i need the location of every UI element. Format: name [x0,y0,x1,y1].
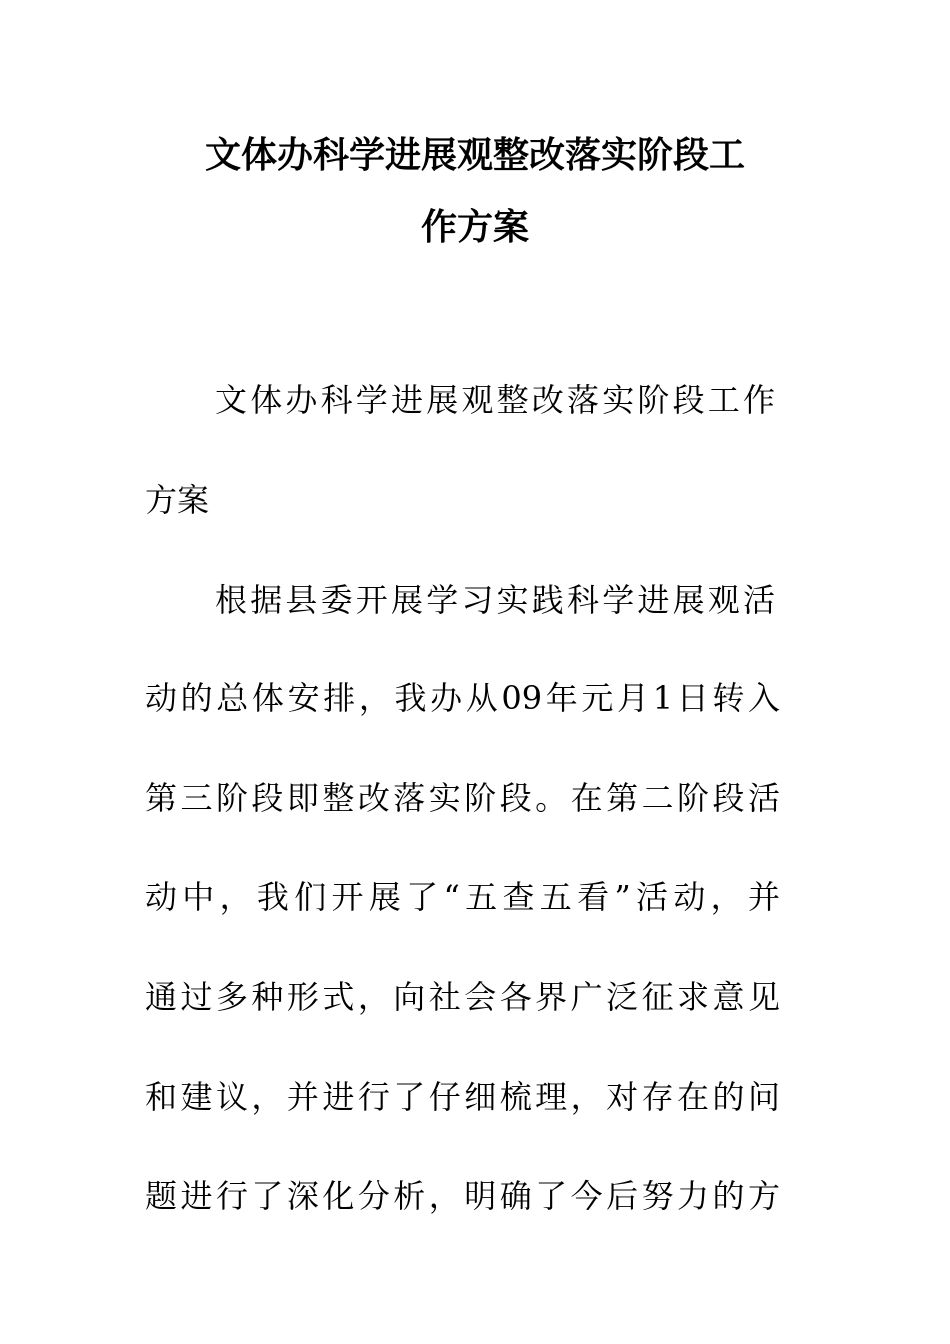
body-line-2: 方案 [145,481,210,519]
body-line-3: 根据县委开展学习实践科学进展观活 [215,581,775,619]
body-line-8: 和建议，并进行了仔细梳理，对存在的问 [145,1078,780,1116]
document-title-line-1: 文体办科学进展观整改落实阶段工 [204,135,745,176]
body-line-5: 第三阶段即整改落实阶段。在第二阶段活 [145,779,780,817]
body-line-4: 动的总体安排，我办从09年元月1日转入 [145,679,780,717]
body-line-6: 动中，我们开展了“五查五看”活动，并 [145,878,780,916]
body-line-1: 文体办科学进展观整改落实阶段工作 [215,381,775,419]
body-line-7: 通过多种形式，向社会各界广泛征求意见 [145,978,780,1016]
body-line-9: 题进行了深化分析，明确了今后努力的方 [145,1177,780,1215]
document-title-line-2: 作方案 [420,207,529,248]
